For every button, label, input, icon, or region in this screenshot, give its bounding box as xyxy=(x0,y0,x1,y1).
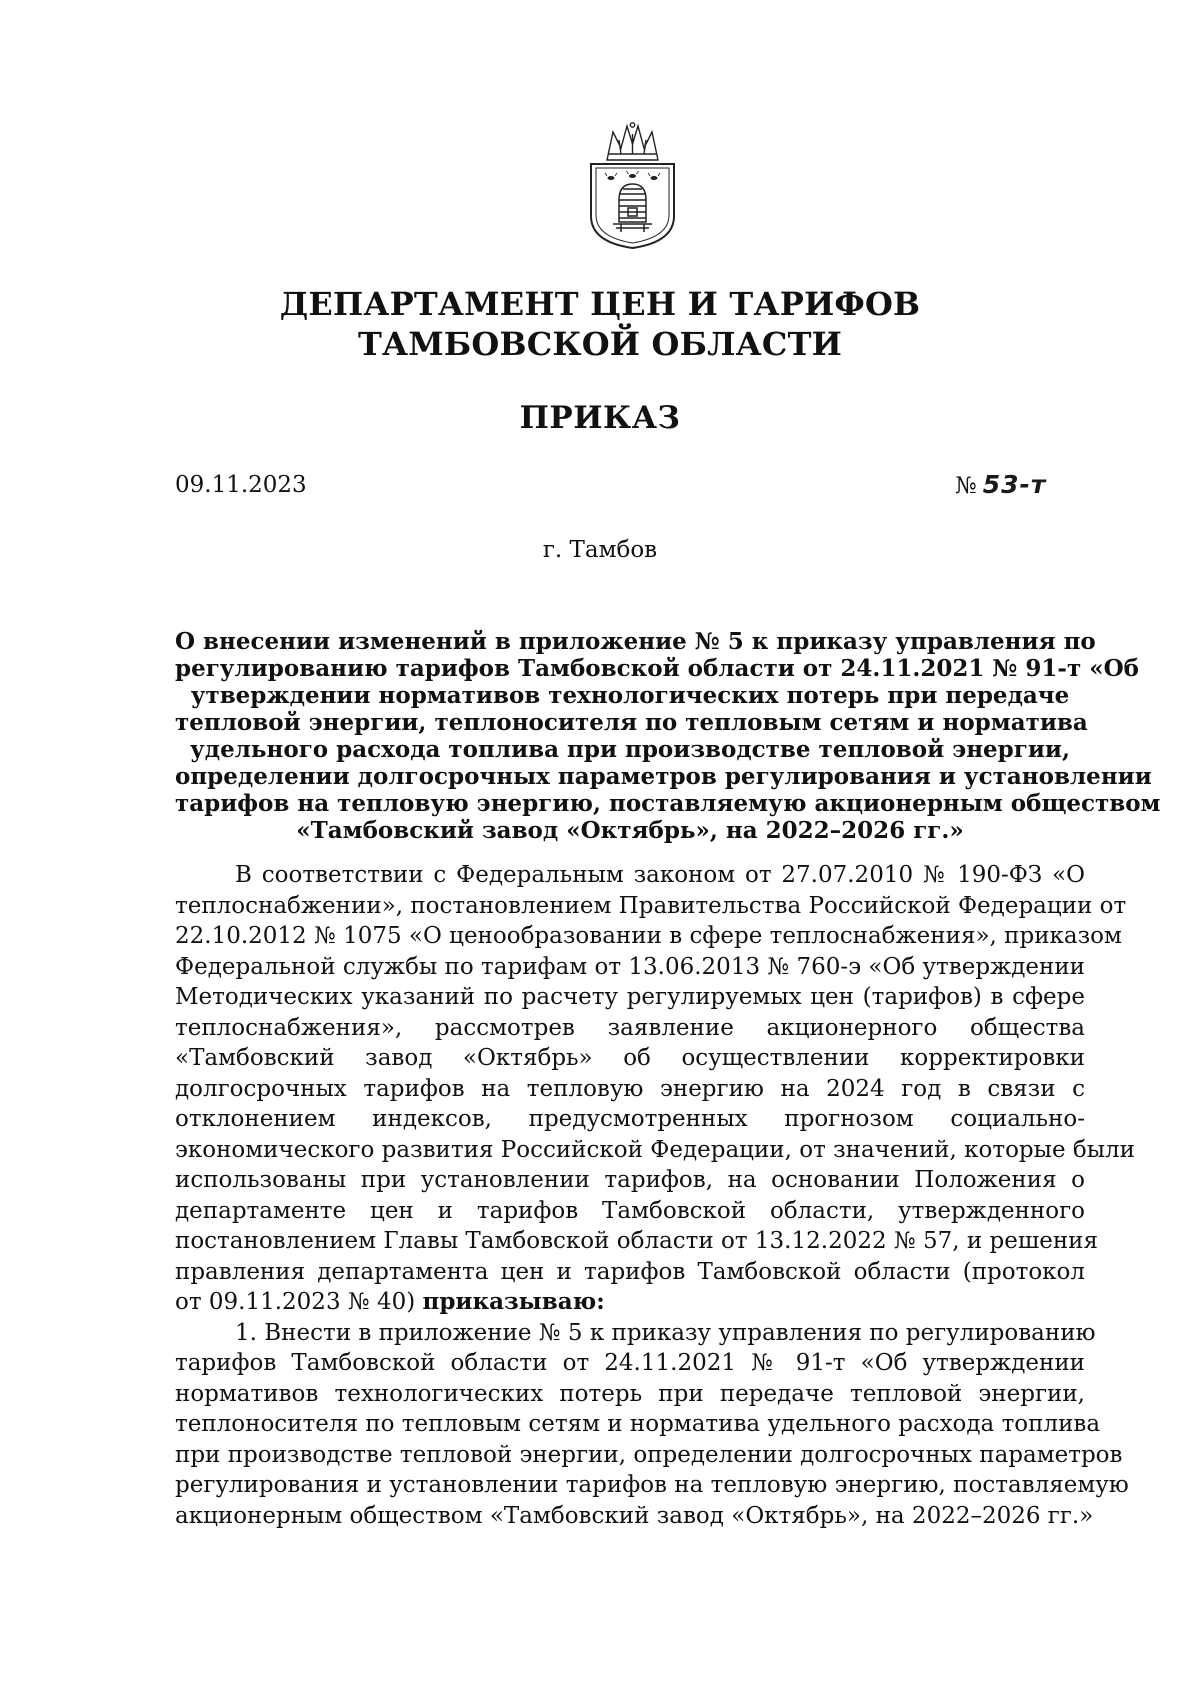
item1-line: тарифов Тамбовской области от 24.11.2021 № 91-т «Об утверждении xyxy=(175,1350,1085,1376)
document-body xyxy=(175,860,1135,1531)
subject-line: О внесении изменений в приложение № 5 к приказу управления по xyxy=(175,628,1096,655)
subject-line: определении долгосрочных параметров регулирования и установлении xyxy=(175,763,1152,790)
preamble-line: теплоснабжения», рассмотрев заявление акционерного общества xyxy=(175,1014,1085,1041)
city-line: г. Тамбов xyxy=(542,537,658,563)
document-date: 09.11.2023 xyxy=(175,472,307,498)
order-word: приказываю: xyxy=(422,1288,605,1315)
number-prefix: № xyxy=(955,473,977,499)
item1-line: акционерным обществом «Тамбовский завод «Октябрь», на 2022–2026 гг.» xyxy=(175,1502,1094,1529)
preamble-line: экономического развития Российской Федерации, от значений, которые были xyxy=(175,1136,1135,1163)
subject-line: регулированию тарифов Тамбовской области от 24.11.2021 № 91-т «Об xyxy=(175,655,1139,682)
preamble-line: отклонением индексов, предусмотренных прогнозом социально- xyxy=(175,1106,1085,1132)
document-type: ПРИКАЗ xyxy=(519,400,681,436)
preamble-line: 22.10.2012 № 1075 «О ценообразовании в сфере теплоснабжения», приказом xyxy=(175,923,1122,949)
subject-line: тарифов на тепловую энергию, поставляемую акционерным обществом xyxy=(175,790,1161,817)
item1-line: регулирования и установлении тарифов на тепловую энергию, поставляемую xyxy=(175,1472,1129,1498)
preamble-line: теплоснабжении», постановлением Правительства Российской Федерации от xyxy=(175,892,1127,919)
preamble-line: Федеральной службы по тарифам от 13.06.2013 № 760-э «Об утверждении xyxy=(175,953,1085,980)
subject-line: тепловой энергии, теплоносителя по тепловым сетям и норматива xyxy=(175,709,1088,736)
preamble-line: департаменте цен и тарифов Тамбовской области, утвержденного xyxy=(175,1197,1085,1224)
handwritten-number: 53-т xyxy=(982,470,1047,499)
tambov-coat-of-arms-icon xyxy=(585,120,680,250)
preamble-last-text: от 09.11.2023 № 40) xyxy=(175,1289,416,1315)
preamble-line: правления департамента цен и тарифов Тамбовской области (протокол xyxy=(175,1258,1085,1285)
department-name xyxy=(0,284,1200,364)
preamble-line: В соответствии с Федеральным законом от 27.07.2010 № 190-ФЗ «О xyxy=(235,862,1085,888)
preamble-line: долгосрочных тарифов на тепловую энергию на 2024 год в связи с xyxy=(175,1075,1085,1102)
preamble-line: «Тамбовский завод «Октябрь» об осуществлении корректировки xyxy=(175,1045,1085,1071)
item1-line: теплоносителя по тепловым сетям и норматива удельного расхода топлива xyxy=(175,1411,1101,1437)
subject-line: удельного расхода топлива при производстве тепловой энергии, xyxy=(190,736,1070,763)
subject-line: «Тамбовский завод «Октябрь», на 2022–2026 гг.» xyxy=(296,817,964,844)
preamble-last-line xyxy=(175,1287,1085,1318)
subject-line: утверждении нормативов технологических потерь при передаче xyxy=(190,682,1070,709)
preamble-line: постановлением Главы Тамбовской области от 13.12.2022 № 57, и решения xyxy=(175,1228,1099,1254)
preamble-line: Методических указаний по расчету регулируемых цен (тарифов) в сфере xyxy=(175,984,1085,1010)
item1-line: нормативов технологических потерь при передаче тепловой энергии, xyxy=(175,1380,1085,1407)
department-name-line1: ДЕПАРТАМЕНТ ЦЕН И ТАРИФОВ xyxy=(279,285,921,323)
item1-line: при производстве тепловой энергии, определении долгосрочных параметров xyxy=(175,1441,1123,1468)
item1-line: 1. Внести в приложение № 5 к приказу управления по регулированию xyxy=(235,1319,1096,1346)
document-subject xyxy=(175,628,1161,844)
document-number xyxy=(955,469,1046,502)
department-name-line2: ТАМБОВСКОЙ ОБЛАСТИ xyxy=(357,325,843,363)
preamble-line: использованы при установлении тарифов, на основании Положения о xyxy=(175,1167,1085,1193)
